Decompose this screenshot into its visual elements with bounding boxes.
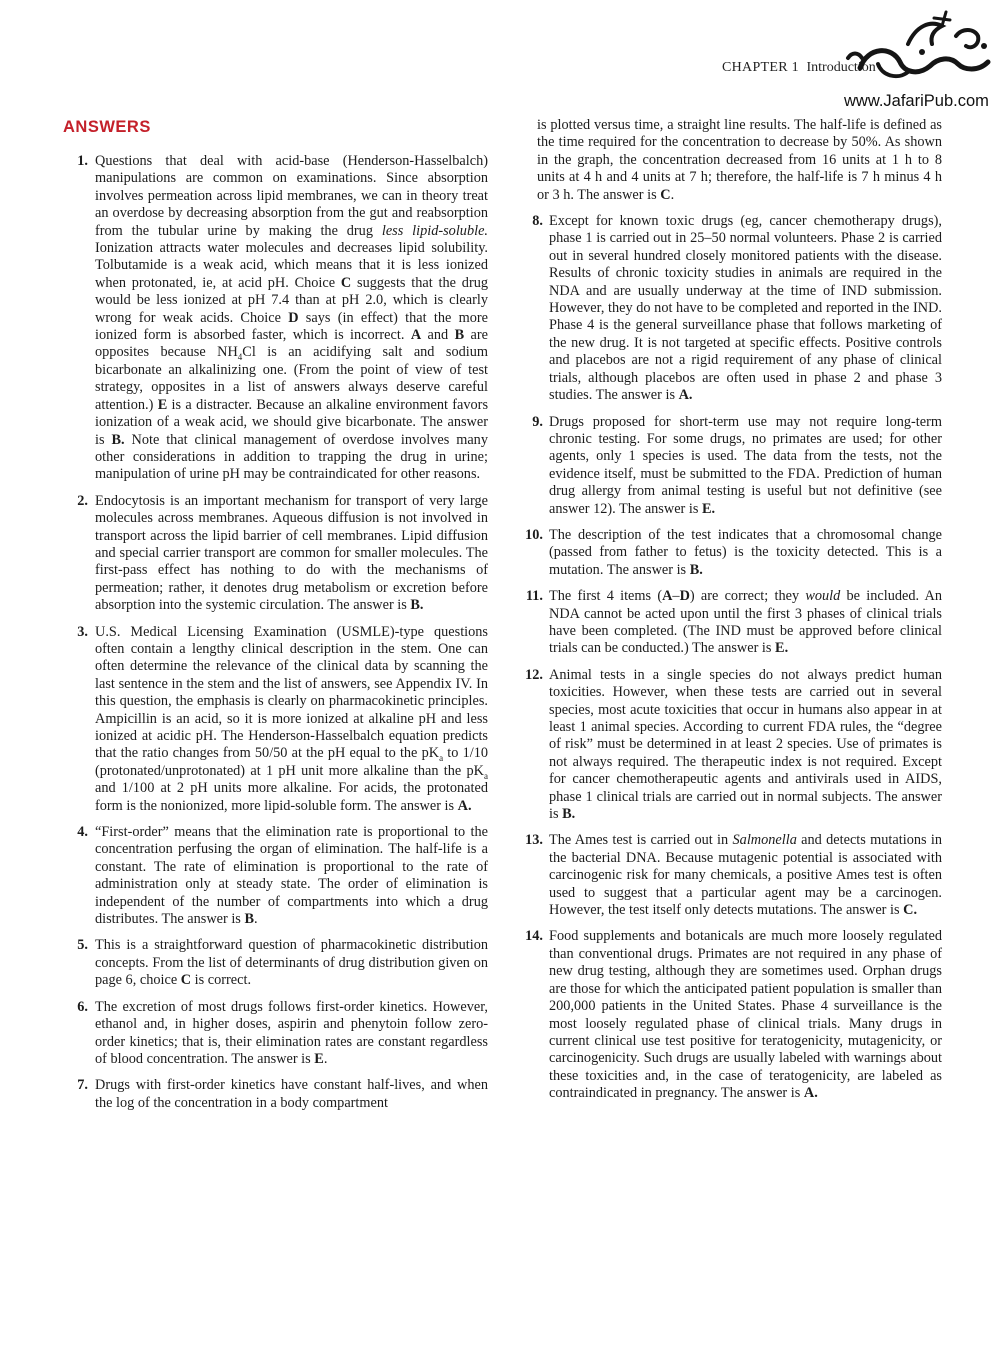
answer-text: This is a straightforward question of pharmacokinetic distribution concepts. From the list of determinants of drug distribution given on page 6, choice C is correct. [95,937,488,989]
answer-item [521,667,942,824]
section-label: Introduction [806,60,876,75]
answer-item [521,527,942,579]
answer-item [521,414,942,518]
answer-text: The excretion of most drugs follows first-order kinetics. However, ethanol and, in higher doses, aspirin and phenytoin follow zero-order kinetics; that is, their elimination rates are constant regardless of blood concentration. The answer is E. [95,998,488,1067]
answer-text: “First-order” means that the elimination rate is proportional to the concentration perfusing the organ of elimination. The half-life is a constant. The rate of elimination is proportional to the rate of administration only at steady state. The order of elimination is independent of the number of compartments into which a drug distributes. The answer is B. [95,824,488,928]
answer-text: Endocytosis is an important mechanism for transport of very large molecules across membranes. Aqueous diffusion is not involved in transport across the lipid barrier of cell membranes. Lipid diffusion and special carrier transport are common for smaller molecules. The first-pass effect has nothing to do with the mechanisms of permeation; rather, it denotes drug metabolism or excretion before absorption into the systemic circulation. The answer is B. [95,492,488,614]
answer-number: 13. [525,832,543,849]
answer-item [70,1077,488,1112]
answer-number: 11. [525,588,543,605]
answer-text: Food supplements and botanicals are much more loosely regulated than conventional drugs. Primates are not required in any phase of new drug testing, although they are sometimes used. Orphan drugs are those for which the anticipated patient population is smaller than 200,000 patients in the United States. Phase 4 surveillance is the most loosely regulated phase of clinical trials. Many drugs in current clinical use test positive for teratogenicity, mutagenicity, or carcinogenicity. Such drugs are usually labeled with warnings about these toxicities and, in the case of teratogenicity, are labeled as contraindicated in pregnancy. The answer is A. [549,928,942,1102]
answer-item [521,213,942,404]
answer-text: Questions that deal with acid-base (Henderson-Hasselbalch) manipulations are common on examinations. Since absorption involves permeation across lipid membranes, we can in theory treat an overdose by decreasing absorption from the gut and reabsorption from the tubular urine by making the drug less lipid-soluble. Ionization attracts water molecules and decreases lipid solubility. Tolbutamide is a weak acid, which means that it is less ionized when protonated, ie, at acid pH. Choice C suggests that the drug would be less ionized at pH 7.4 than at pH 2.0, which is clearly wrong for weak acids. Choice D says (in effect) that the more ionized form is absorbed faster, which is incorrect. A and B are opposites because $NH_4Cl$ is an acidifying salt and sodium bicarbonate an alkalinizing one. (From the point of view of test strategy, opposites in a list of answers always deserve careful attention.) E is a distracter. Because an alkaline environment favors ionization of a weak acid, we should give bicarbonate. The answer is B. Note that clinical management of overdose involves many other considerations in addition to trapping the drug in urine; manipulation of urine pH may be contraindicated for other reasons. [95,153,489,483]
answer-text: Drugs with first-order kinetics have constant half-lives, and when the log of the concentration in a body compartment [95,1077,488,1111]
answer-number: 8. [532,213,543,230]
chapter-label: CHAPTER 1 [722,60,799,75]
answer-item [70,937,488,989]
answer-item [70,824,488,928]
answer-text: The first 4 items (A–D) are correct; they would be included. An NDA cannot be acted upon until the first 3 phases of clinical trials have been completed. (The IND must be approved before clinical trials can be conducted.) The answer is E. [549,588,942,657]
answer-number: 4. [77,824,88,841]
answer-number: 1. [77,153,88,169]
answer-number: 9. [532,413,543,430]
answer-text: Except for known toxic drugs (eg, cancer chemotherapy drugs), phase 1 is carried out in 25–50 normal volunteers. Phase 2 is carried out in several hundred closely monitored patients with the disease. Results of chronic toxicity studies in animals are required in the NDA and are usually underway at the time of IND submission. However, they do not have to be completed and reported in the IND. Phase 4 is the general surveillance phase that follows marketing of the new drug. It is not targeted at specific effects. Positive controls and placebos are not a rigid requirement of any phase of clinical trials, although placebos are often used in phase 2 and phase 3 studies. The answer is A. [549,213,942,404]
answer-item [70,624,488,815]
answer-number: 5. [77,937,88,954]
answer-text: Drugs proposed for short-term use may not require long-term chronic testing. For some drugs, no primates are used; for other agents, only 1 species is used. The data from the tests, not the evidence itself, must be submitted to the FDA. Prediction of human drug allergy from animal testing is useful but not definitive (see answer 12). The answer is E. [549,413,942,517]
answer-number: 2. [77,492,88,509]
answer-item [521,928,942,1102]
answer-item [70,153,488,484]
answer-number: 6. [77,998,88,1015]
answer-text: The description of the test indicates that a chromosomal change (passed from father to fetus) is the toxicity detected. This is a mutation. The answer is B. [549,526,942,578]
answer-text: U.S. Medical Licensing Examination (USMLE)-type questions often contain a lengthy clinical description in the stem. One can often determine the relevance of the clinical data by scanning the last sentence in the stem and the list of answers, see Appendix IV. In this question, the emphasis is clearly on pharmacokinetic principles. Ampicillin is an acid, so it is more ionized at alkaline pH and less ionized at acidic pH. The Henderson-Hasselbalch equation predicts that the ratio changes from 50/50 at the pH equal to the $pK_a$ to 1/10 (protonated/unprotonated) at 1 pH unit more alkaline than the $pK_a$ and 1/100 at 2 pH units more alkaline. For acids, the protonated form is the nonionized, more lipid-soluble form. The answer is A. [95,623,488,814]
answer-continuation [521,117,942,204]
left-column [70,153,488,1121]
answer-number: 3. [77,623,88,640]
calligraphy-logo-icon [838,6,998,92]
answer-item [70,999,488,1069]
answer-item [521,832,942,919]
answer-number: 10. [525,526,543,543]
answer-number: 14. [525,928,543,945]
answer-text: Animal tests in a single species do not always predict human toxicities. However, when these tests are carried out in several species, most acute toxicities that occur in humans also appear in at least 1 animal species. According to current FDA rules, the “degree of risk” must be determined in at least 2 species. Use of primates is not always required. The therapeutic index is not required. Except for cancer chemotherapeutic agents and antivirals used in AIDS, phase 1 clinical trials are carried out in normal subjects. The answer is B. [549,666,942,823]
answer-item [70,493,488,615]
answer-item [521,588,942,658]
publisher-url: www.JafariPub.com [844,92,989,110]
publisher-logo [838,6,998,116]
answer-number: 7. [77,1077,88,1094]
answer-number: 12. [525,666,543,683]
right-column [521,117,942,1112]
continuation-text: is plotted versus time, a straight line results. The half-life is defined as the time required for the concentration to decrease by 50%. As shown in the graph, the concentration decreased from 16 units at 1 h to 8 units at 4 h and 4 units at 7 h; therefore, the half-life is 7 h minus 4 h or 3 h. The answer is C. [537,117,942,203]
answers-heading: ANSWERS [63,118,151,136]
answer-text: The Ames test is carried out in Salmonella and detects mutations in the bacterial DNA. Because mutagenic potential is associated with carcinogenic risk for many chemicals, a positive Ames test is often used to suggest that a particular agent may be a carcinogen. However, the test itself only detects mutations. The answer is C. [549,832,942,919]
